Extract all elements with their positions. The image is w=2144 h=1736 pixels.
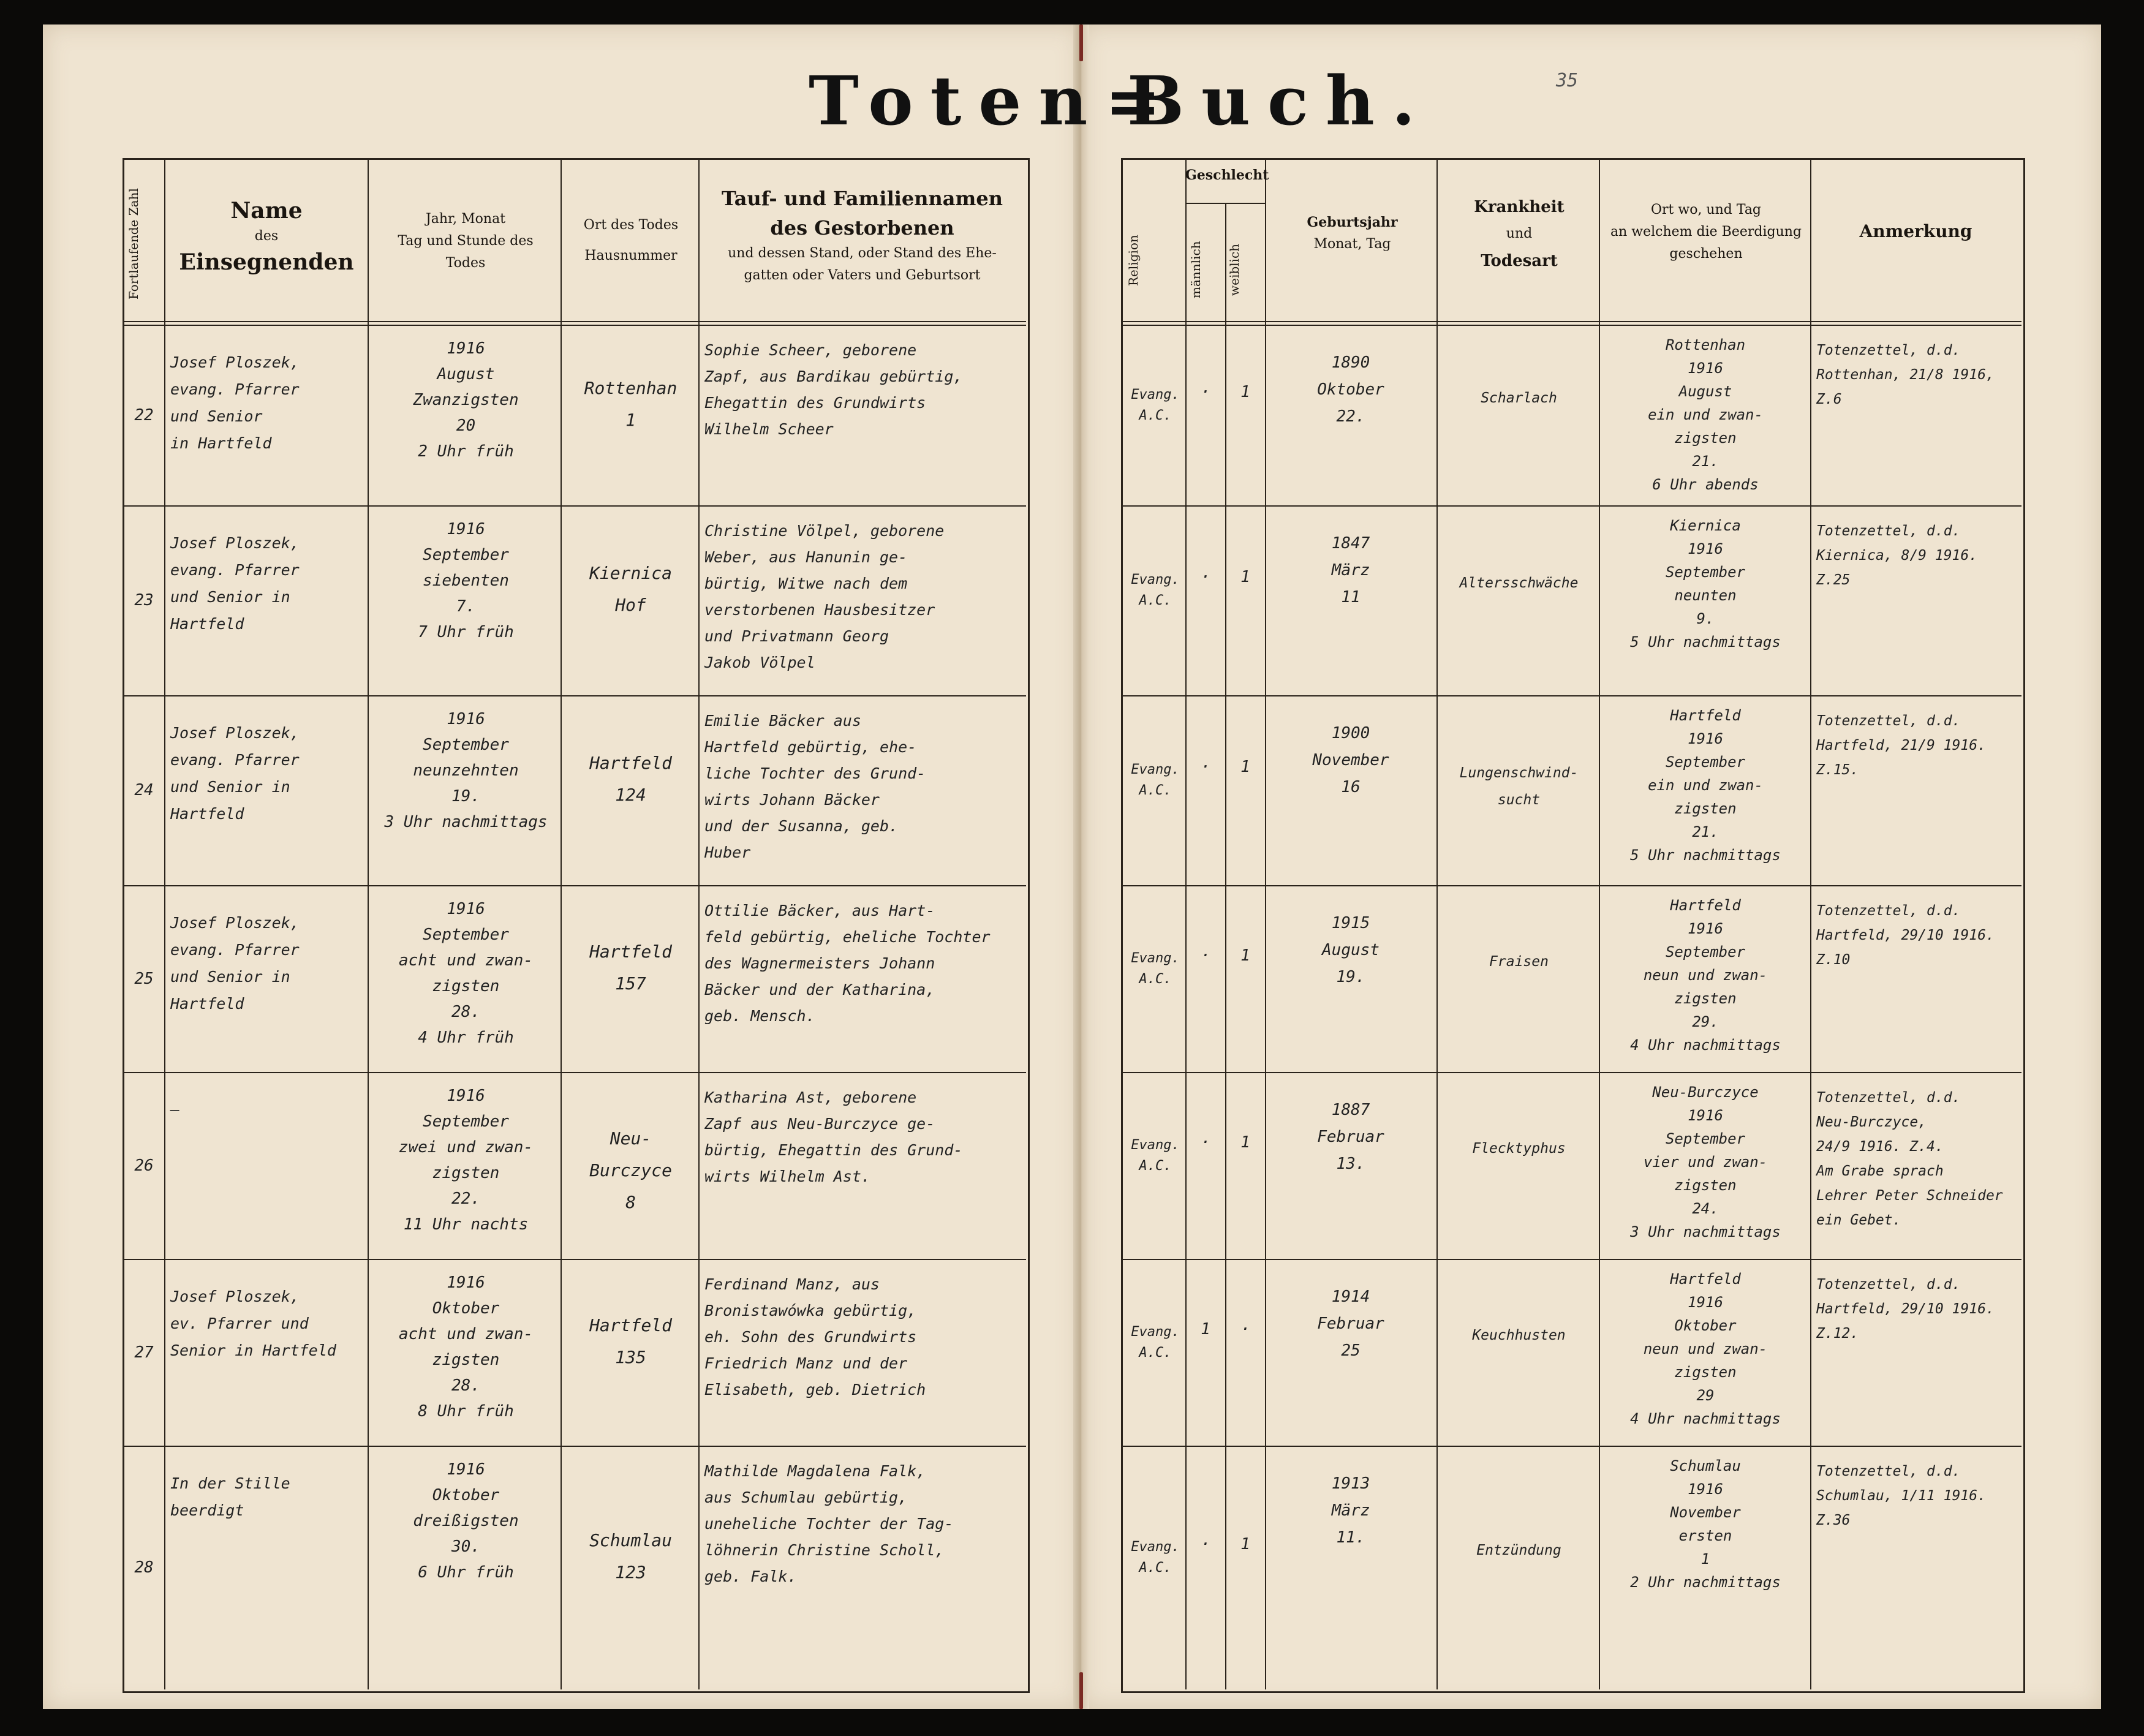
- table-rule: [1123, 325, 2021, 326]
- sterbedatum: 1916 September zwei und zwan- zigsten 22. 11 Uhr nachts: [398, 1087, 534, 1234]
- geschlecht-weiblich: 1: [1240, 568, 1250, 586]
- table-rule: [124, 1446, 1026, 1447]
- verstorbener-name: Katharina Ast, geborene Zapf aus Neu-Burczyce ge- bürtig, Ehegattin des Grund- wirts Wilhelm Ast.: [704, 1089, 963, 1185]
- anmerkung: Totenzettel, d.d. Schumlau, 1/11 1916. Z.36: [1816, 1463, 1986, 1528]
- header-krank-bot: Todesart: [1481, 252, 1558, 270]
- table-rule: [1123, 1446, 2021, 1447]
- table-rule: [124, 325, 1026, 326]
- einsegnender-name: Josef Ploszek, evang. Pfarrer und Senior in Hartfeld: [170, 914, 300, 1013]
- verstorbener-name: Ferdinand Manz, aus Bronistawówka gebürtig, eh. Sohn des Grundwirts Friedrich Manz und der Elisabeth, geb. Dietrich: [704, 1275, 926, 1398]
- header-tauf-top: Tauf- und Familiennamen: [722, 187, 1003, 210]
- row-number: 25: [134, 969, 154, 988]
- religion: Evang. A.C.: [1131, 1137, 1180, 1174]
- beerdigung: Hartfeld 1916 Oktober neun und zwan- zigsten 29 4 Uhr nachmittags: [1630, 1270, 1781, 1427]
- header-ort: [564, 214, 698, 267]
- row-number: 26: [134, 1156, 154, 1175]
- einsegnender-name: —: [170, 1101, 180, 1119]
- table-rule: [1599, 160, 1600, 1689]
- row-number: 23: [134, 591, 154, 609]
- geschlecht-maennlich: ·: [1201, 758, 1210, 776]
- geschlecht-weiblich: ·: [1240, 1319, 1250, 1338]
- header-name-top: Name: [230, 198, 303, 224]
- table-rule: [124, 885, 1026, 886]
- beerdigung: Hartfeld 1916 September ein und zwan- zigsten 21. 5 Uhr nachmittags: [1630, 707, 1781, 864]
- geschlecht-weiblich: 1: [1240, 382, 1250, 401]
- sterbedatum: 1916 September neunzehnten 19. 3 Uhr nachmittags: [384, 710, 548, 831]
- geburtsdatum: 1890 Oktober 22.: [1317, 353, 1384, 426]
- sterbedatum: 1916 September siebenten 7. 7 Uhr früh: [418, 520, 514, 641]
- header-name-mid: des: [254, 228, 279, 244]
- header-ort-top: Ort des Todes: [583, 217, 679, 233]
- table-rule: [164, 160, 165, 1689]
- geburtsdatum: 1887 Februar 13.: [1317, 1101, 1384, 1173]
- einsegnender-name: In der Stille beerdigt: [170, 1474, 290, 1519]
- header-geburt: [1268, 211, 1436, 255]
- religion: Evang. A.C.: [1131, 950, 1180, 987]
- header-geschlecht: Geschlecht: [1185, 167, 1269, 183]
- anmerkung: Totenzettel, d.d. Hartfeld, 21/9 1916. Z.15.: [1816, 713, 1986, 778]
- beerdigung: Schumlau 1916 November ersten 1 2 Uhr nachmittags: [1630, 1457, 1781, 1591]
- table-rule: [1123, 885, 2021, 886]
- religion: Evang. A.C.: [1131, 572, 1180, 608]
- sterbeort: Kiernica Hof: [589, 563, 672, 615]
- table-rule: [698, 160, 700, 1689]
- table-rule: [124, 505, 1026, 507]
- geschlecht-weiblich: 1: [1240, 1535, 1250, 1553]
- sterbedatum: 1916 Oktober dreißigsten 30. 6 Uhr früh: [413, 1460, 519, 1582]
- verstorbener-name: Christine Völpel, geborene Weber, aus Hanunin ge- bürtig, Witwe nach dem verstorbenen Hausbesitzer und Privatmann Georg Jakob Völpel: [704, 522, 945, 671]
- row-number: 27: [134, 1343, 154, 1362]
- table-rule: [1123, 321, 2021, 322]
- table-rule: [1123, 1072, 2021, 1073]
- table-rule: [561, 160, 562, 1689]
- book-title-right: Buch.: [1127, 61, 1433, 140]
- geburtsdatum: 1913 März 11.: [1331, 1474, 1370, 1547]
- krankheit: Flecktyphus: [1472, 1140, 1566, 1157]
- sterbeort: Schumlau 123: [589, 1530, 672, 1582]
- sterbeort: Hartfeld 135: [589, 1315, 672, 1367]
- table-rule: [1185, 203, 1265, 204]
- header-anmerkung: Anmerkung: [1859, 221, 1972, 241]
- header-religion: Religion: [1126, 235, 1141, 286]
- header-name-bot: Einsegnenden: [179, 249, 354, 275]
- anmerkung: Totenzettel, d.d. Neu-Burczyce, 24/9 1916. Z.4. Am Grabe sprach Lehrer Peter Schneider ein Gebet.: [1816, 1090, 2003, 1228]
- header-geburt-top: Geburtsjahr: [1307, 214, 1398, 230]
- spine-stitch: [1079, 25, 1083, 61]
- table-rule: [1123, 1259, 2021, 1260]
- sterbedatum: 1916 September acht und zwan- zigsten 28. 4 Uhr früh: [398, 900, 534, 1047]
- table-rule: [1265, 160, 1266, 1689]
- page-number: 35: [1556, 70, 1579, 91]
- geschlecht-maennlich: ·: [1201, 1535, 1210, 1553]
- table-rule: [124, 1259, 1026, 1260]
- geschlecht-maennlich: ·: [1201, 1133, 1210, 1152]
- sterbeort: Hartfeld 124: [589, 753, 672, 805]
- verstorbener-name: Emilie Bäcker aus Hartfeld gebürtig, ehe- liche Tochter des Grund- wirts Johann Bäcker und der Susanna, geb. Huber: [704, 712, 926, 861]
- row-number: 24: [134, 781, 154, 799]
- table-rule: [1123, 695, 2021, 696]
- anmerkung: Totenzettel, d.d. Hartfeld, 29/10 1916. Z.12.: [1816, 1277, 1995, 1342]
- krankheit: Entzündung: [1476, 1542, 1561, 1558]
- einsegnender-name: Josef Ploszek, evang. Pfarrer und Senior in Hartfeld: [170, 353, 300, 452]
- header-krank-top: Krankheit: [1474, 198, 1565, 216]
- table-rule: [124, 695, 1026, 696]
- table-rule: [1123, 505, 2021, 507]
- verstorbener-name: Mathilde Magdalena Falk, aus Schumlau gebürtig, uneheliche Tochter der Tag- löhnerin Christine Scholl, geb. Falk.: [704, 1462, 954, 1585]
- geburtsdatum: 1900 November 16: [1312, 724, 1389, 796]
- geschlecht-weiblich: 1: [1240, 946, 1250, 965]
- sterbeort: Rottenhan 1: [584, 377, 678, 430]
- beerdigung: Hartfeld 1916 September neun und zwan- zigsten 29. 4 Uhr nachmittags: [1630, 897, 1781, 1054]
- geburtsdatum: 1914 Februar 25: [1317, 1288, 1384, 1360]
- einsegnender-name: Josef Ploszek, evang. Pfarrer und Senior in Hartfeld: [170, 724, 300, 823]
- spine-stitch: [1079, 1672, 1083, 1709]
- header-weiblich: weiblich: [1227, 243, 1242, 296]
- einsegnender-name: Josef Ploszek, evang. Pfarrer und Senior in Hartfeld: [170, 534, 300, 633]
- sterbedatum: 1916 Oktober acht und zwan- zigsten 28. 8 Uhr früh: [398, 1274, 534, 1421]
- table-rule: [1436, 160, 1438, 1689]
- header-geburt-bot: Monat, Tag: [1313, 236, 1391, 252]
- anmerkung: Totenzettel, d.d. Rottenhan, 21/8 1916, Z.6: [1816, 342, 1995, 407]
- anmerkung: Totenzettel, d.d. Hartfeld, 29/10 1916. Z.10: [1816, 903, 1995, 968]
- book-title-left: Toten=: [809, 61, 1179, 140]
- book-spine: [1073, 25, 1089, 1709]
- einsegnender-name: Josef Ploszek, ev. Pfarrer und Senior in Hartfeld: [170, 1288, 336, 1359]
- krankheit: Altersschwäche: [1459, 575, 1579, 591]
- header-datum: Jahr, Monat Tag und Stunde des Todes: [398, 211, 534, 271]
- sterbedatum: 1916 August Zwanzigsten 20 2 Uhr früh: [413, 339, 519, 461]
- header-beerdigung: Ort wo, und Tag an welchem die Beerdigung geschehen: [1610, 202, 1802, 262]
- geschlecht-maennlich: 1: [1201, 1319, 1210, 1338]
- header-krank-mid: und: [1506, 226, 1533, 241]
- table-rule: [368, 160, 369, 1689]
- geburtsdatum: 1847 März 11: [1331, 534, 1370, 606]
- header-maennlich: männlich: [1188, 241, 1203, 298]
- geschlecht-maennlich: ·: [1201, 568, 1210, 586]
- header-taufname: [701, 184, 1023, 287]
- sterbeort: Neu- Burczyce 8: [589, 1128, 672, 1212]
- verstorbener-name: Ottilie Bäcker, aus Hart- feld gebürtig, eheliche Tochter des Wagnermeisters Johann Bäcker und der Katharina, geb. Mensch.: [704, 902, 991, 1025]
- table-rule: [124, 321, 1026, 322]
- anmerkung: Totenzettel, d.d. Kiernica, 8/9 1916. Z.25: [1816, 523, 1978, 588]
- geschlecht-weiblich: 1: [1240, 1133, 1250, 1152]
- row-number: 28: [134, 1558, 154, 1577]
- religion: Evang. A.C.: [1131, 762, 1180, 798]
- religion: Evang. A.C.: [1131, 1539, 1180, 1576]
- geschlecht-maennlich: ·: [1201, 382, 1210, 401]
- krankheit: Scharlach: [1481, 390, 1557, 406]
- beerdigung: Rottenhan 1916 August ein und zwan- zigsten 21. 6 Uhr abends: [1648, 336, 1763, 493]
- geschlecht-weiblich: 1: [1240, 758, 1250, 776]
- krankheit: Keuchhusten: [1472, 1327, 1566, 1343]
- header-ort-bot: Hausnummer: [584, 248, 678, 263]
- verstorbener-name: Sophie Scheer, geborene Zapf, aus Bardikau gebürtig, Ehegattin des Grundwirts Wilhelm Scheer: [704, 341, 963, 438]
- table-rule: [124, 1072, 1026, 1073]
- header-tauf-mid: des Gestorbenen: [770, 216, 954, 240]
- geburtsdatum: 1915 August 19.: [1322, 914, 1380, 986]
- header-lfd-zahl: Fortlaufende Zahl: [126, 188, 141, 300]
- sterbeort: Hartfeld 157: [589, 941, 672, 994]
- beerdigung: Neu-Burczyce 1916 September vier und zwan- zigsten 24. 3 Uhr nachmittags: [1630, 1084, 1781, 1240]
- religion: Evang. A.C.: [1131, 387, 1180, 423]
- religion: Evang. A.C.: [1131, 1324, 1180, 1360]
- beerdigung: Kiernica 1916 September neunten 9. 5 Uhr nachmittags: [1630, 517, 1781, 651]
- krankheit: Lungenschwind- sucht: [1459, 765, 1579, 808]
- header-krankheit: [1440, 196, 1599, 272]
- row-number: 22: [134, 406, 154, 425]
- table-rule: [1810, 160, 1811, 1689]
- krankheit: Fraisen: [1489, 953, 1549, 970]
- header-name: [165, 196, 368, 277]
- geschlecht-maennlich: ·: [1201, 946, 1210, 965]
- header-tauf-bot: und dessen Stand, oder Stand des Ehe- gatten oder Vaters und Geburtsort: [728, 246, 997, 283]
